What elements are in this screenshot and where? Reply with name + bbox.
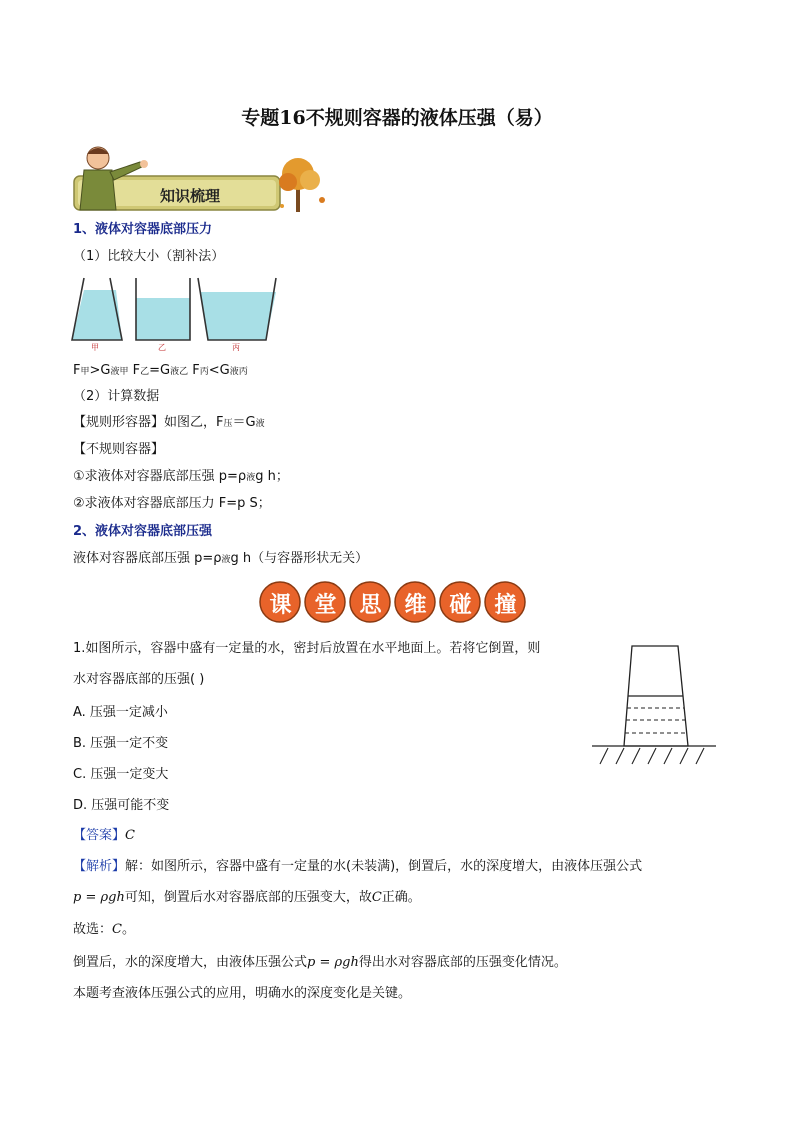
section1-sub2: （2）计算数据 <box>73 389 160 404</box>
cup-yi-water <box>136 298 190 340</box>
section1-heading: 1、液体对容器底部压力 <box>73 222 213 237</box>
option-d: D. 压强可能不变 <box>73 798 170 813</box>
page-title: 专题16不规则容器的液体压强（易） <box>241 107 553 129</box>
irregular-step2: ②求液体对容器底部压力 F=p S； <box>73 496 271 511</box>
cup-label-jia: 甲 <box>91 343 99 352</box>
banner-label: 知识梳理 <box>160 187 221 205</box>
irregular-step1: ①求液体对容器底部压强 p=ρ液g h； <box>73 469 289 484</box>
analysis-line2: p = ρgh可知，倒置后水对容器底部的压强变大，故C正确。 <box>73 890 421 905</box>
section2-heading: 2、液体对容器底部压强 <box>73 524 213 539</box>
analysis-label: 【解析】 <box>73 859 126 874</box>
irregular-container-heading: 【不规则容器】 <box>73 442 165 457</box>
header-char: 撞 <box>494 593 517 618</box>
option-c: C. 压强一定变大 <box>73 767 169 782</box>
answer-line <box>73 828 135 844</box>
knowledge-banner <box>70 140 332 220</box>
option-a: A. 压强一定减小 <box>73 705 168 720</box>
analysis-summary: 倒置后，水的深度增大，由液体压强公式p = ρgh得出水对容器底部的压强变化情况。 <box>73 955 567 970</box>
header-char: 思 <box>359 593 382 618</box>
header-char: 碰 <box>449 593 472 618</box>
teacher-pointing-illustration <box>70 140 332 220</box>
cup-label-yi: 乙 <box>158 343 166 352</box>
answer-label: 【答案】 <box>73 828 126 843</box>
analysis-line1: 【解析】解：如图所示，容器中盛有一定量的水(未装满)，倒置后，水的深度增大，由液体压强公式 <box>73 859 643 874</box>
three-containers-diagram <box>70 274 280 356</box>
section2-body: 液体对容器底部压强 p=ρ液g h（与容器形状无关） <box>73 551 369 566</box>
force-comparison: F甲>G液甲 F乙=G液乙 F丙<G液丙 <box>73 363 248 378</box>
question-stem-line2: 水对容器底部的压强( ) <box>73 672 205 687</box>
header-char: 维 <box>404 593 427 618</box>
regular-container-rule: 【规则形容器】如图乙，F压＝G液 <box>73 415 265 430</box>
header-char: 课 <box>269 593 292 618</box>
classroom-header-graphic <box>258 580 532 624</box>
analysis-conclusion: 本题考查液体压强公式的应用，明确水的深度变化是关键。 <box>73 986 412 1001</box>
section1-sub1: （1）比较大小（割补法） <box>73 249 225 264</box>
answer-value: C <box>125 828 135 843</box>
sealed-container-figure <box>588 640 720 766</box>
option-b: B. 压强一定不变 <box>73 736 169 751</box>
cup-bing-water <box>200 292 276 340</box>
final-selection: 故选：C。 <box>73 922 135 937</box>
question-stem-line1: 1.如图所示，容器中盛有一定量的水，密封后放置在水平地面上。若将它倒置，则 <box>73 641 541 656</box>
formula: p = ρgh <box>73 890 125 905</box>
header-char: 堂 <box>314 593 337 618</box>
cup-label-bing: 丙 <box>232 343 240 352</box>
